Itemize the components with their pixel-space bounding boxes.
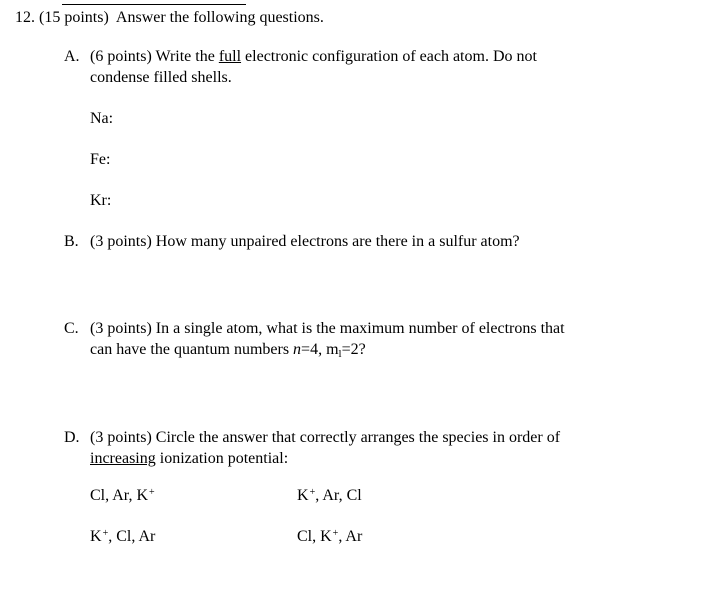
option-4-rest: , Ar (338, 528, 363, 545)
part-a-text-after: electronic configuration of each atom. Do not (245, 48, 537, 65)
option-3-rest: , Cl, Ar (108, 528, 156, 545)
part-a-line2: condense filled shells. (90, 69, 232, 86)
option-1-sup: + (149, 487, 155, 498)
part-c-line2 (90, 340, 366, 361)
part-c-letter: C. (64, 320, 79, 337)
part-a-points: (6 points) (90, 48, 152, 65)
part-d-text2: ionization potential: (159, 450, 289, 467)
atom-label-kr: Kr: (90, 192, 112, 209)
part-b-letter: B. (64, 233, 79, 250)
quantum-m-symbol: m (326, 341, 339, 358)
option-2-k: K (297, 487, 309, 504)
part-a-underlined: full (218, 48, 242, 65)
part-d-points: (3 points) (90, 429, 152, 446)
option-3-k: K (90, 528, 102, 545)
part-a-line1 (90, 47, 537, 67)
option-cl-k-ar[interactable] (297, 527, 362, 547)
option-2-sup: + (309, 487, 316, 498)
option-cl-ar-k[interactable] (90, 486, 155, 506)
option-k-cl-ar[interactable] (90, 527, 155, 547)
part-b-text: How many unpaired electrons are there in a sulfur atom? (155, 233, 520, 250)
option-k-ar-cl[interactable] (297, 486, 362, 506)
question-points: (15 points) (39, 9, 109, 26)
part-c-points: (3 points) (90, 320, 152, 337)
part-b-points: (3 points) (90, 233, 152, 250)
option-3-sup: + (102, 528, 109, 539)
part-a-letter: A. (64, 48, 80, 65)
part-c-text1: In a single atom, what is the maximum number of electrons that (155, 320, 565, 337)
part-c-prefix: can have the quantum numbers (90, 341, 290, 358)
part-d-line2 (90, 449, 288, 469)
atom-label-na: Na: (90, 110, 114, 127)
question-header (15, 8, 324, 28)
option-1-text: Cl, Ar, K (90, 487, 149, 504)
question-number: 12. (15, 9, 35, 26)
part-d-letter: D. (64, 429, 80, 446)
quantum-m-value: =2? (341, 341, 366, 358)
part-d-underlined: increasing (90, 450, 156, 467)
part-d-line1 (90, 428, 560, 448)
name-underline (62, 4, 246, 5)
question-instruction: Answer the following questions. (115, 9, 324, 26)
quantum-n-value: =4, (301, 341, 323, 358)
quantum-m-subscript: l (338, 348, 342, 360)
part-d-text1: Circle the answer that correctly arranges the species in order of (155, 429, 561, 446)
atom-label-fe: Fe: (90, 151, 111, 168)
part-c-line1 (90, 319, 565, 339)
part-b-line (90, 232, 520, 252)
option-2-rest: , Ar, Cl (315, 487, 362, 504)
part-a-text-before: Write the (155, 48, 215, 65)
quantum-n-symbol: n (293, 341, 302, 358)
option-4-pre: Cl, K (297, 528, 332, 545)
option-4-sup: + (332, 528, 339, 539)
